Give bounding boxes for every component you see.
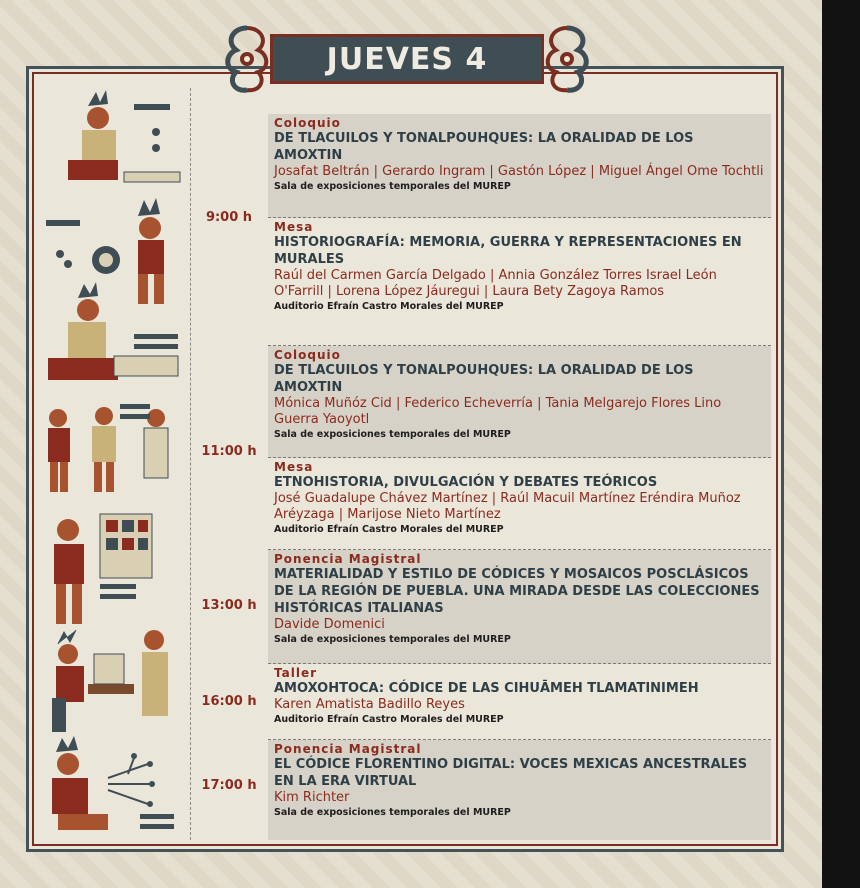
event-people: Mónica Muñóz Cid | Federico Echeverría | Tania Melgarejo Flores Lino Guerra Yaoyotl xyxy=(274,396,722,427)
time-13: 13:00 h xyxy=(201,598,257,613)
figure-scribe-icon xyxy=(68,90,180,182)
event-category: Ponencia Magistral xyxy=(274,552,422,566)
event-item xyxy=(268,550,771,664)
event-people: Davide Domenici xyxy=(274,617,385,632)
events-list xyxy=(268,100,771,840)
event-venue: Sala de exposiciones temporales del MUREP xyxy=(274,429,511,440)
event-venue: Auditorio Efraín Castro Morales del MUREP xyxy=(274,714,504,725)
event-title: HISTORIOGRAFÍA: MEMORIA, GUERRA Y REPRESENTACIONES EN MURALES xyxy=(274,235,742,267)
event-venue: Sala de exposiciones temporales del MUREP xyxy=(274,807,511,818)
event-category: Mesa xyxy=(274,460,314,474)
figure-digital-icon xyxy=(52,736,174,830)
event-venue: Sala de exposiciones temporales del MUREP xyxy=(274,634,511,645)
time-17: 17:00 h xyxy=(201,778,257,793)
event-people: Josafat Beltrán | Gerardo Ingram | Gastón López | Miguel Ángel Ome Tochtli xyxy=(274,164,764,179)
event-category: Coloquio xyxy=(274,348,341,362)
event-venue: Sala de exposiciones temporales del MUREP xyxy=(274,181,511,192)
event-item xyxy=(268,458,771,550)
figure-glyph-board-icon xyxy=(54,514,152,624)
left-ornament-icon xyxy=(218,20,276,98)
event-people: José Guadalupe Chávez Martínez | Raúl Macuil Martínez Eréndira Muñoz Aréyzaga | Marijose Nieto Martínez xyxy=(274,491,741,522)
time-column xyxy=(190,88,269,840)
time-16: 16:00 h xyxy=(201,694,257,709)
event-venue: Auditorio Efraín Castro Morales del MUREP xyxy=(274,301,504,312)
event-category: Taller xyxy=(274,666,318,680)
event-category: Coloquio xyxy=(274,116,341,130)
event-item xyxy=(268,114,771,218)
event-item xyxy=(268,346,771,458)
time-9: 9:00 h xyxy=(205,210,253,225)
figure-group-icon xyxy=(48,404,168,492)
event-title: AMOXOHTOCA: CÓDICE DE LAS CIHUĀMEH TLAMATINIMEH xyxy=(274,681,699,696)
event-people: Kim Richter xyxy=(274,790,350,805)
figure-warrior-icon xyxy=(46,198,164,304)
right-edge-bar xyxy=(822,0,860,888)
event-venue: Auditorio Efraín Castro Morales del MUREP xyxy=(274,524,504,535)
event-title: DE TLACUILOS Y TONALPOUHQUES: LA ORALIDAD DE LOS AMOXTIN xyxy=(274,131,694,163)
event-title: EL CÓDICE FLORENTINO DIGITAL: VOCES MEXICAS ANCESTRALES EN LA ERA VIRTUAL xyxy=(274,757,748,789)
event-item xyxy=(268,740,771,840)
figure-desk-icon xyxy=(52,630,168,732)
event-category: Mesa xyxy=(274,220,314,234)
time-11: 11:00 h xyxy=(201,444,257,459)
event-item xyxy=(268,218,771,346)
event-category: Ponencia Magistral xyxy=(274,742,422,756)
right-ornament-icon xyxy=(538,20,596,98)
event-title: MATERIALIDAD Y ESTILO DE CÓDICES Y MOSAICOS POSCLÁSICOS DE LA REGIÓN DE PUEBLA. UNA MIRADA DESDE LAS COLECCIONES HISTÓRICAS ITALIANAS xyxy=(274,567,760,616)
event-people: Karen Amatista Badillo Reyes xyxy=(274,697,465,712)
event-title: DE TLACUILOS Y TONALPOUHQUES: LA ORALIDAD DE LOS AMOXTIN xyxy=(274,363,694,395)
event-item xyxy=(268,664,771,740)
event-people: Raúl del Carmen García Delgado | Annia González Torres Israel León O'Farrill | Lorena López Jáuregui | Laura Bety Zagoya Ramos xyxy=(274,268,717,299)
codex-figures-icon xyxy=(38,88,188,840)
codex-illustrations xyxy=(38,88,188,840)
event-title: ETNOHISTORIA, DIVULGACIÓN Y DEBATES TEÓRICOS xyxy=(274,475,658,490)
day-title-banner xyxy=(270,34,544,84)
day-title: JUEVES 4 xyxy=(326,41,488,77)
